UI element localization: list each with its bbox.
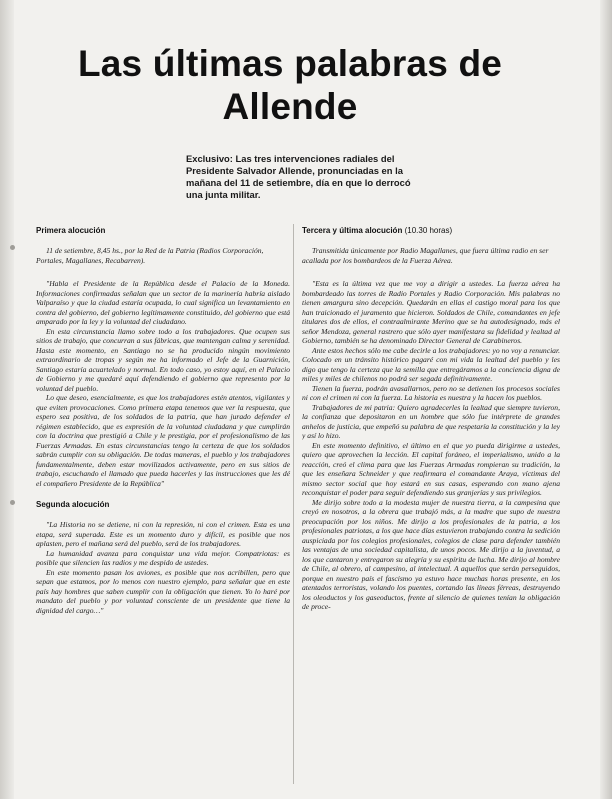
section-heading-first: Primera alocución — [36, 226, 106, 235]
left-column — [36, 226, 290, 615]
third-paragraph: Tienen la fuerza, podrán avasallarnos, pero no se detienen los procesos sociales ni con el crimen ni con la fuerza. La historia es nuestra y la hacen los pueblos. — [302, 383, 560, 402]
third-paragraph: Trabajadores de mi patria: Quiero agradecerles la lealtad que siempre tuvieron, la confianza que depositaron en un hombre que sólo fue intérprete de grandes anhelos de justicia, que empeñó su palabra de que respetaría la constitución y la ley y así lo hizo. — [302, 402, 560, 440]
page-left-edge — [0, 0, 14, 799]
second-paragraph: En este momento pasan los aviones, es posible que nos acribillen, pero que sepan que estamos, por lo menos con nuestro ejemplo, para señalar que en este país hay hombres que saben cumplir con la obligación que tienen. Yo lo haré por mandato del pueblo y por voluntad consciente de un presidente que tiene la dignidad del cargo…" — [36, 567, 290, 615]
section-heading-third-label: Tercera y última alocución — [302, 226, 403, 235]
third-paragraph: Me dirijo sobre todo a la modesta mujer de nuestra tierra, a la campesina que creyó en nosotros, a la obrera que trabajó más, a la madre que supo de nuestra preocupación por los niños. Me dirijo a los profesionales de la patria, a los profesionales patriotas, a los que hace días estuvieron trabajando contra la sedición auspiciada por los colegios profesionales, colegios de clase para defender también las ventajas de una sociedad capitalista, de unos pocos. Me dirijo a la juventud, a los que cantaron y entregaron su alegría y su espíritu de lucha. Me dirijo al hombre de Chile, al obrero, al campesino, al intelectual. A aquellos que serán perseguidos, porque en nuestro país el fascismo ya estuvo hace muchas horas presente, en los atentados terroristas, volando los puentes, cortando las líneas férreas, destruyendo los oleoductos y los gaseoductos, frente al silencio de quienes tenían la obligación de proce- — [302, 497, 560, 611]
column-divider — [293, 224, 294, 784]
first-dateline: 11 de setiembre, 8,45 hs., por la Red de la Patria (Radios Corporación, Portales, Magallanes, Recabarren). — [36, 246, 264, 265]
third-paragraph: Ante estos hechos sólo me cabe decirle a los trabajadores: yo no voy a renunciar. Colocado en un tránsito histórico pagaré con mi vida la lealtad del pueblo y les digo que tengo la certeza que la semilla que entregáramos a la conciencia digna de miles y miles de chilenos no podrá ser segada definitivamente. — [302, 345, 560, 383]
article-title: Las últimas palabras de Allende — [77, 43, 503, 127]
article-intro: Exclusivo: Las tres intervenciones radiales del Presidente Salvador Allende, pronunciadas en la mañana del 11 de setiembre, día en que lo derrocó una junta militar. — [186, 153, 411, 200]
right-column — [302, 226, 560, 792]
punch-hole — [10, 245, 15, 250]
third-dateline: Transmitida únicamente por Radio Magallanes, que fuera última radio en ser acallada por los bombardeos de la Fuerza Aérea. — [302, 246, 549, 265]
first-paragraph: Lo que deseo, esencialmente, es que los trabajadores estén atentos, vigilantes y que eviten provocaciones. Como primera etapa tenemos que ver la respuesta, que espero sea positiva, de los soldados de la patria, que han jurado defender el régimen establecido, que es expresión de la voluntad ciudadana y que cumplirán con la doctrina que prestigió a Chile y le prestigia, por el profesionalismo de las Fuerzas Armadas. En estas circunstancias tengo la certeza de que los soldados sabrán cumplir con su obligación. De todas maneras, el pueblo y los trabajadores fundamentalmente, deben estar movilizados activamente, pero en sus sitios de trabajo, escuchando el llamado que pueda hacerles y las instrucciones que les dé el compañero Presidente de la República" — [36, 393, 290, 488]
section-heading-third-time: (10.30 horas) — [404, 226, 453, 235]
first-paragraph: "Habla el Presidente de la República desde el Palacio de la Moneda. Informaciones confirmadas señalan que un sector de la marinería habría aislado Valparaíso y que la ciudad estaría ocupada, lo cual significa un levantamiento en contra del gobierno, del gobierno legítimamente constituido, del gobierno que está amparado por la ley y la voluntad del ciudadano. — [36, 279, 290, 326]
second-paragraph: La humanidad avanza para conquistar una vida mejor. Compatriotas: es posible que silencien las radios y me despido de ustedes. — [36, 548, 290, 567]
punch-hole — [10, 500, 15, 505]
first-paragraph: En esta circunstancia llamo sobre todo a los trabajadores. Que ocupen sus sitios de trabajo, que concurran a sus fábricas, que mantengan calma y serenidad. Hasta este momento, en Santiago no se ha producido ningún movimiento extraordinario de tropas y según me ha informado el Jefe de la Guarnición, Santiago estaría acuartelado y normal. En todo caso, yo estoy aquí, en el Palacio de Gobierno y me quedaré aquí defendiendo el gobierno que represento por la voluntad del pueblo. — [36, 326, 290, 393]
section-heading-third — [302, 226, 560, 236]
third-paragraph: "Esta es la última vez que me voy a dirigir a ustedes. La fuerza aérea ha bombardeado las torres de Radio Portales y Radio Corporación. Mis palabras no tienen amargura sino decepción. Quedarán en ellas el castigo moral para los que han traicionado el juramento que hicieron. Soldados de Chile, comandantes en jefe titulares dos de ellos, el contraalmirante Merino que se ha autodesignado, más el señor Mendoza, general rastrero que sólo ayer manifestara su fidelidad y lealtad al Gobierno, también se ha denominado Director General de Carabineros. — [302, 279, 560, 345]
page-right-edge — [600, 0, 612, 799]
third-paragraph: En este momento definitivo, el último en el que yo pueda dirigirme a ustedes, quiero que aprovechen la lección. El capital foráneo, el imperialismo, unido a la reacción, creó el clima para que las Fuerzas Armadas rompieran su tradición, la que les enseñara Schneider y que reafirmara el comandante Araya, víctimas del mismo sector social que hoy estará en sus casas, esperando con mano ajena reconquistar el poder para seguir defendiendo sus granjerías y sus privilegios. — [302, 440, 560, 497]
section-heading-second: Segunda alocución — [36, 500, 110, 509]
second-paragraph: "La Historia no se detiene, ni con la represión, ni con el crimen. Esta es una etapa, será superada. Este es un momento duro y difícil, es posible que nos aplasten, pero el mañana será del pueblo, será de los trabajadores. — [36, 520, 290, 548]
